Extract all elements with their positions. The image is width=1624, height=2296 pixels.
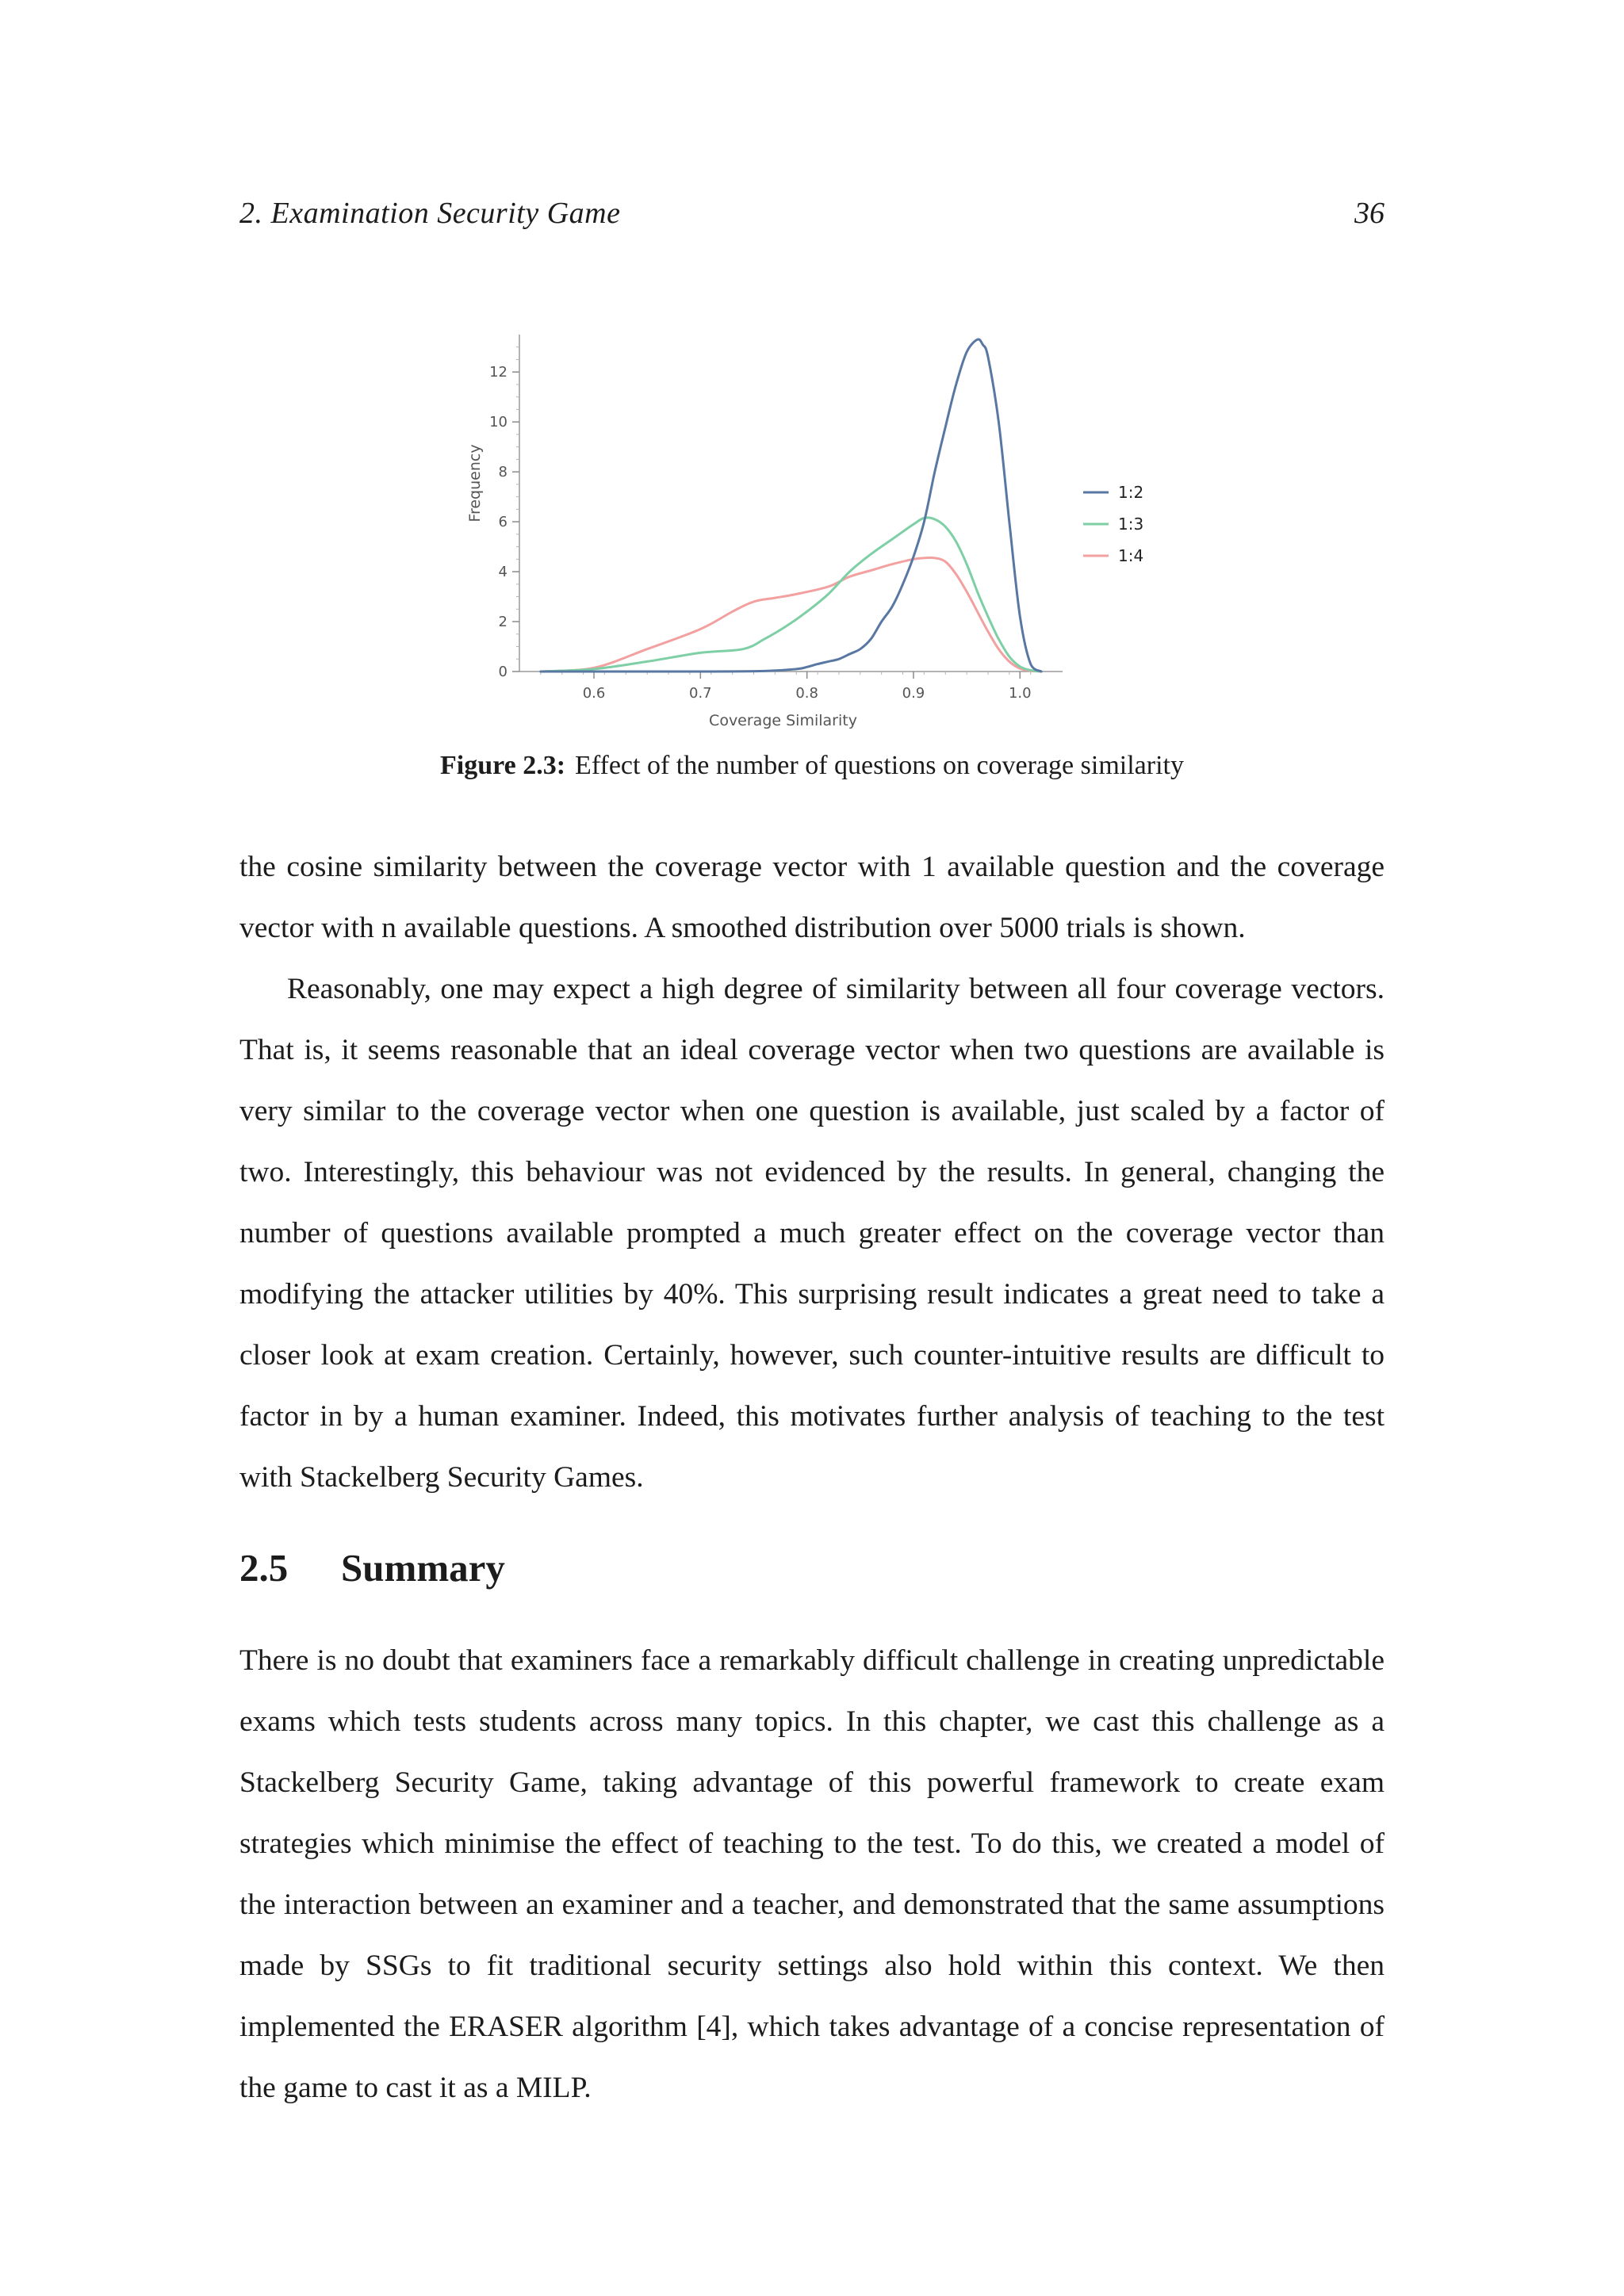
coverage-similarity-chart xyxy=(444,320,1174,733)
x-tick-label: 0.6 xyxy=(582,685,606,702)
y-tick-label: 6 xyxy=(498,514,508,531)
figure-caption xyxy=(239,747,1385,785)
figure-caption-label: Figure 2.3: xyxy=(440,751,566,780)
x-axis-label: Coverage Similarity xyxy=(709,712,857,729)
legend-label-1-2: 1:2 xyxy=(1118,483,1144,502)
x-tick-label: 1.0 xyxy=(1008,685,1032,702)
body-paragraph-3: There is no doubt that examiners face a remarkably difficult challenge in creating unpredictable exams which tests students across many topics. In this chapter, we cast this challenge as a Stackelberg Security Game, taking advantage of this powerful framework to create exam strategies which minimise the effect of teaching to the test. To do this, we created a model of the interaction between an examiner and a teacher, and demonstrated that the same assumptions made by SSGs to fit traditional security settings also hold within this context. We then implemented the ERASER algorithm [4], which takes advantage of a concise representation of the game to cast it as a MILP. xyxy=(239,1644,1385,2104)
figure-2-3 xyxy=(444,320,1174,736)
section-heading xyxy=(239,1540,505,1596)
y-tick-label: 8 xyxy=(498,464,508,481)
x-tick-label: 0.9 xyxy=(902,685,925,702)
body-paragraph-1: the cosine similarity between the coverage vector with 1 available question and the coverage vector with n available questions. A smoothed distribution over 5000 trials is shown. xyxy=(239,851,1385,944)
section-number: 2.5 xyxy=(239,1546,289,1590)
x-tick-label: 0.7 xyxy=(689,685,712,702)
legend-label-1-4: 1:4 xyxy=(1118,546,1144,565)
series-line-1-4 xyxy=(541,557,1041,672)
figure-caption-text: Effect of the number of questions on coverage similarity xyxy=(575,751,1184,780)
y-tick-label: 10 xyxy=(489,414,508,431)
y-axis-label: Frequency xyxy=(466,444,484,522)
legend-label-1-3: 1:3 xyxy=(1118,515,1144,534)
y-tick-label: 0 xyxy=(498,664,508,680)
x-tick-label: 0.8 xyxy=(795,685,818,702)
body-paragraph-2: Reasonably, one may expect a high degree of similarity between all four coverage vectors. That is, it seems reasonable that an ideal coverage vector when two questions are available is very similar to the coverage vector when one question is available, just scaled by a factor of two. Interestingly, this behaviour was not evidenced by the results. In general, changing the number of questions available prompted a much greater effect on the coverage vector than modifying the attacker utilities by 40%. This surprising result indicates a great need to take a closer look at exam creation. Certainly, however, such counter-intuitive results are difficult to factor in by a human examiner. Indeed, this motivates further analysis of teaching to the test with Stackelberg Security Games. xyxy=(239,973,1385,1494)
y-tick-label: 12 xyxy=(489,364,508,381)
running-head-chapter: 2. Examination Security Game xyxy=(239,197,621,230)
page-number: 36 xyxy=(1354,197,1385,230)
running-head xyxy=(239,193,1385,233)
section-title: Summary xyxy=(341,1546,505,1590)
y-tick-label: 2 xyxy=(498,614,508,631)
y-tick-label: 4 xyxy=(498,564,508,581)
